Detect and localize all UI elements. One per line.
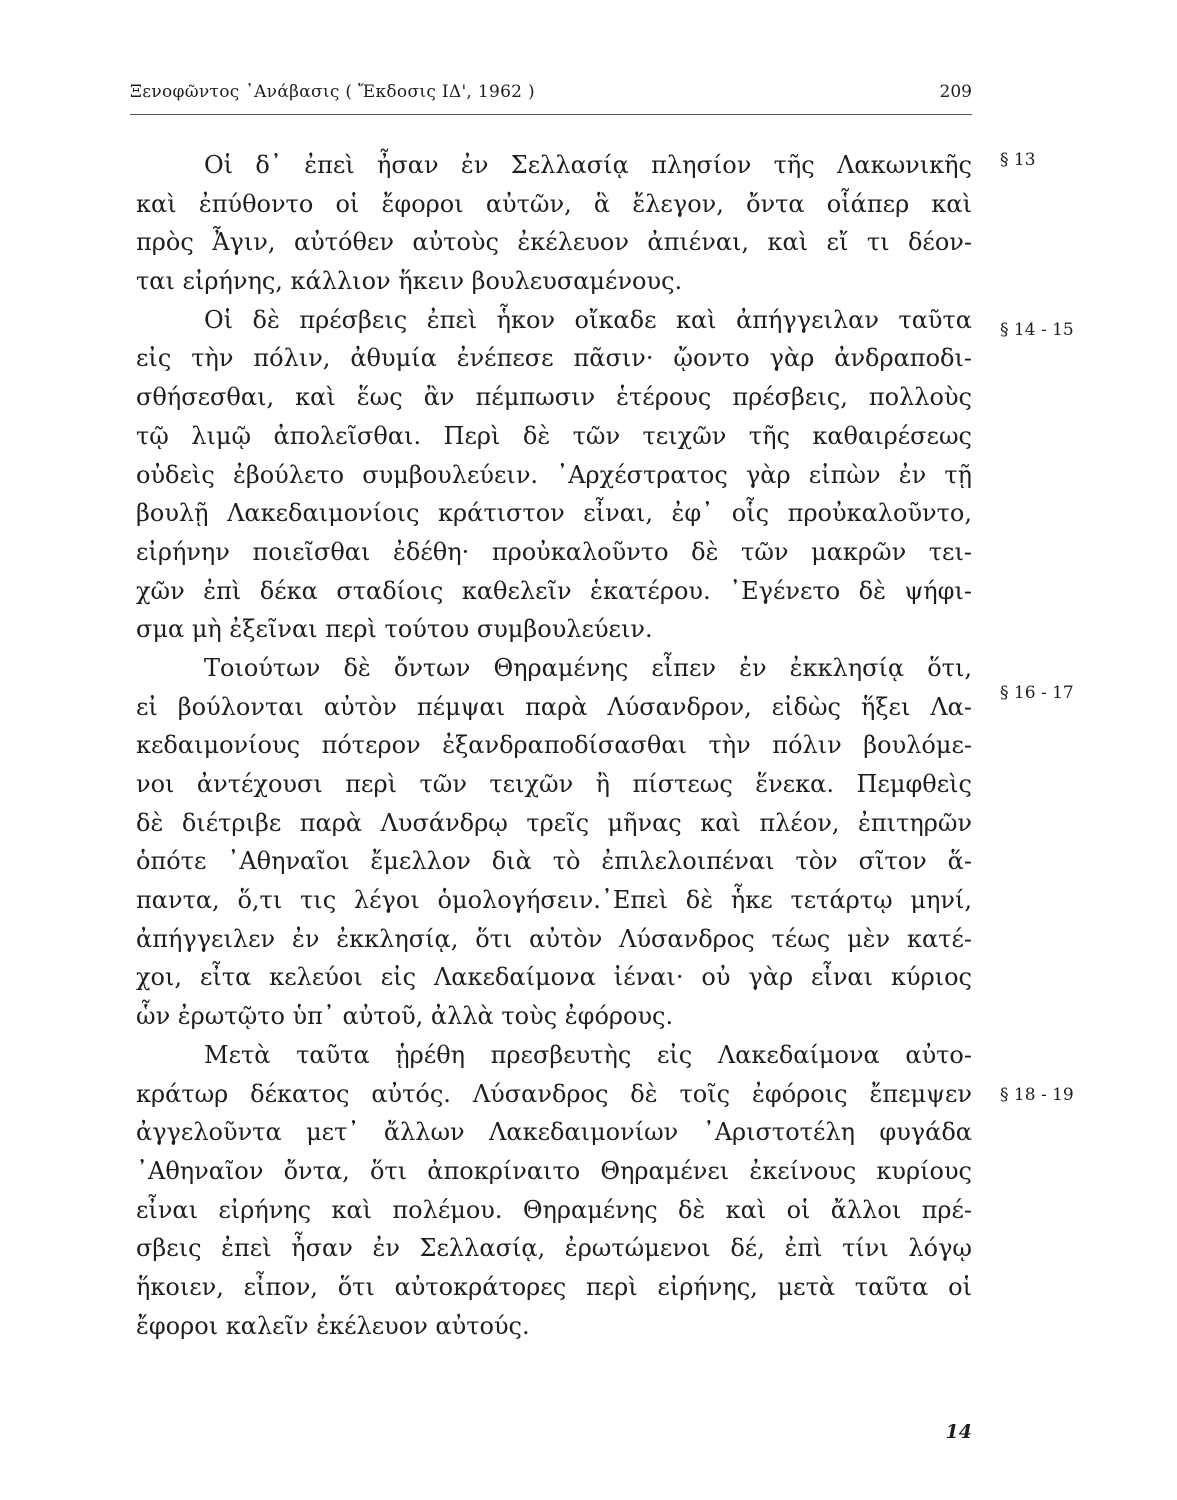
text-line: τῷ λιμῷ ἀπολεῖσθαι. Περὶ δὲ τῶν τειχῶν τῆς καθαιρέσεως xyxy=(136,421,972,450)
paragraph xyxy=(136,301,972,649)
text-line: χῶν ἐπὶ δέκα σταδίοις καθελεῖν ἑκατέρου. ᾿Εγένετο δὲ ψήφι- xyxy=(136,576,972,605)
text-line: δὲ διέτριβε παρὰ Λυσάνδρῳ τρεῖς μῆνας καὶ πλέον, ἐπιτηρῶν xyxy=(136,808,972,837)
text-line: ἀπήγγειλεν ἐν ἐκκλησίᾳ, ὅτι αὐτὸν Λύσανδρος τέως μὲν κατέ- xyxy=(136,924,972,953)
section-marker: § 14 - 15 xyxy=(1000,320,1074,340)
text-line: ται εἰρήνης, κάλλιον ἥκειν βουλευσαμένους. xyxy=(136,267,683,296)
text-line: ἀγγελοῦντα μετ᾿ ἄλλων Λακεδαιμονίων ᾿Αριστοτέλη φυγάδα xyxy=(136,1118,972,1147)
running-head: Ξενοφῶντος ᾿Ανάβασις ( Ἔκδοσις ΙΔ', 1962 ) xyxy=(130,82,535,102)
text-line: σμα μὴ ἐξεῖναι περὶ τούτου συμβουλεύειν. xyxy=(136,615,653,644)
text-line: ὧν ἐρωτῷτο ὑπ᾿ αὐτοῦ, ἀλλὰ τοὺς ἐφόρους. xyxy=(136,1002,674,1031)
text-line: Τοιούτων δὲ ὄντων Θηραμένης εἶπεν ἐν ἐκκλησίᾳ ὅτι, xyxy=(204,653,972,682)
text-line: παντα, ὅ,τι τις λέγοι ὁμολογήσειν.᾿Επεὶ δὲ ἧκε τετάρτῳ μηνί, xyxy=(136,886,972,915)
text-line: ᾿Αθηναῖον ὄντα, ὅτι ἀποκρίναιτο Θηραμένει ἐκείνους κυρίους xyxy=(136,1156,972,1185)
text-line: κεδαιμονίους πότερον ἐξανδραποδίσασθαι τὴν πόλιν βουλόμε- xyxy=(136,731,972,760)
text-line: νοι ἀντέχουσι περὶ τῶν τειχῶν ἢ πίστεως ἕνεκα. Πεμφθεὶς xyxy=(136,770,972,798)
text-line: κράτωρ δέκατος αὐτός. Λύσανδρος δὲ τοῖς ἐφόροις ἔπεμψεν xyxy=(136,1079,972,1108)
text-line: εἰρήνην ποιεῖσθαι ἐδέθη· προὐκαλοῦντο δὲ τῶν μακρῶν τει- xyxy=(136,537,972,566)
text-line: εἰς τὴν πόλιν, ἀθυμία ἐνέπεσε πᾶσιν· ᾤοντο γὰρ ἀνδραποδι- xyxy=(136,344,972,373)
text-line: πρὸς Ἆγιν, αὐτόθεν αὐτοὺς ἐκέλευον ἀπιέναι, καὶ εἴ τι δέον- xyxy=(136,228,972,257)
text-line: σβεις ἐπεὶ ἦσαν ἐν Σελλασίᾳ, ἐρωτώμενοι δέ, ἐπὶ τίνι λόγῳ xyxy=(136,1234,972,1263)
text-line: βουλῇ Λακεδαιμονίοις κράτιστον εἶναι, ἐφ᾿ οἷς προὐκαλοῦντο, xyxy=(136,499,972,528)
text-line: ὁπότε ᾿Αθηναῖοι ἔμελλον διὰ τὸ ἐπιλελοιπέναι τὸν σῖτον ἅ- xyxy=(136,847,972,876)
text-line: ἔφοροι καλεῖν ἐκέλευον αὐτούς. xyxy=(136,1311,530,1340)
text-line: Οἱ δὲ πρέσβεις ἐπεὶ ἧκον οἴκαδε καὶ ἀπήγγειλαν ταῦτα xyxy=(204,305,972,334)
text-line: χοι, εἶτα κελεύοι εἰς Λακεδαίμονα ἰέναι· οὐ γὰρ εἶναι κύριος xyxy=(136,963,972,992)
body-text xyxy=(136,146,972,1345)
text-line: σθήσεσθαι, καὶ ἕως ἂν πέμπωσιν ἑτέρους πρέσβεις, πολλοὺς xyxy=(136,383,972,412)
paragraph xyxy=(136,1036,972,1346)
page-number: 209 xyxy=(939,82,972,102)
paragraph xyxy=(136,649,972,1036)
text-line: ἥκοιεν, εἶπον, ὅτι αὐτοκράτορες περὶ εἰρήνης, μετὰ ταῦτα οἱ xyxy=(136,1272,972,1301)
page-header xyxy=(130,80,972,115)
text-line: Οἱ δ᾿ ἐπεὶ ἦσαν ἐν Σελλασίᾳ πλησίον τῆς Λακωνικῆς xyxy=(204,151,972,179)
text-line: εἶναι εἰρήνης καὶ πολέμου. Θηραμένης δὲ καὶ οἱ ἄλλοι πρέ- xyxy=(136,1195,972,1224)
signature-mark: 14 xyxy=(945,1421,972,1443)
text-line: εἰ βούλονται αὐτὸν πέμψαι παρὰ Λύσανδρον, εἰδὼς ἥξει Λα- xyxy=(136,692,972,721)
text-line: καὶ ἐπύθοντο οἱ ἔφοροι αὐτῶν, ἃ ἔλεγον, ὄντα οἷάπερ καὶ xyxy=(136,189,972,218)
section-marker: § 16 - 17 xyxy=(1000,683,1074,703)
section-marker: § 13 xyxy=(1000,150,1036,170)
section-marker: § 18 - 19 xyxy=(1000,1085,1074,1105)
paragraph xyxy=(136,146,972,301)
text-line: οὐδεὶς ἐβούλετο συμβουλεύειν. ᾿Αρχέστρατος γὰρ εἰπὼν ἐν τῇ xyxy=(136,460,972,489)
text-line: Μετὰ ταῦτα ᾑρέθη πρεσβευτὴς εἰς Λακεδαίμονα αὐτο- xyxy=(204,1040,972,1069)
